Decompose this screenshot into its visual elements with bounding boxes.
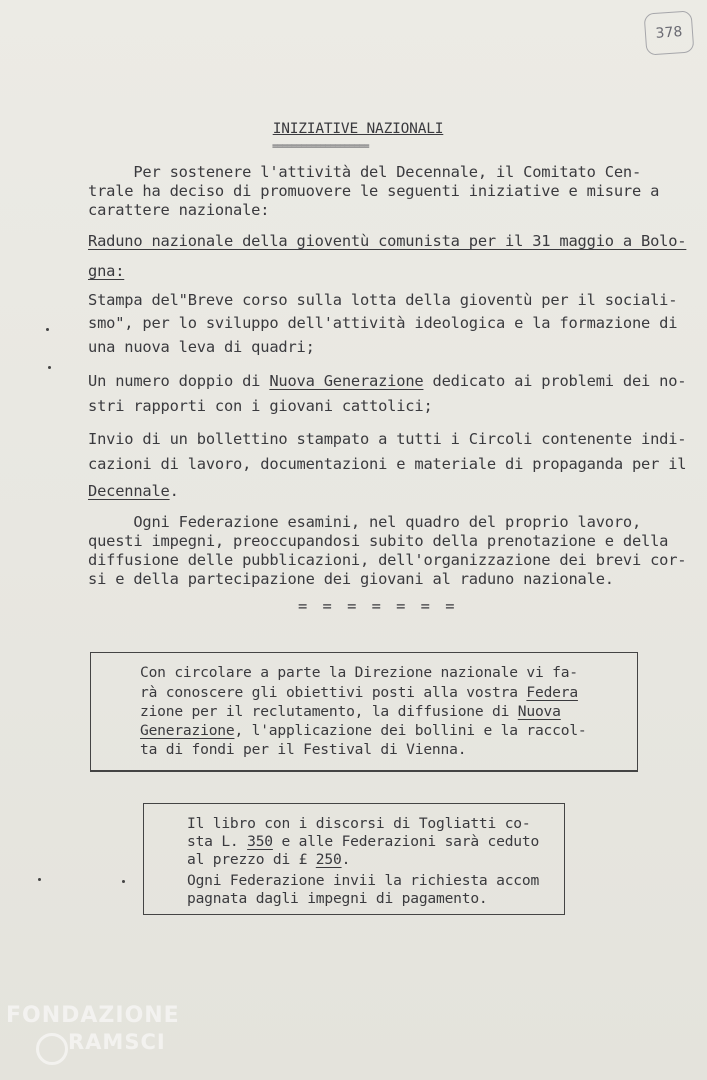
item-invio-line-3: Decennale. (88, 482, 179, 500)
box1-line-1: Con circolare a parte la Direzione nazionale vi fa- (140, 664, 578, 681)
item-numero-line-2: stri rapporti con i giovani cattolici; (88, 397, 433, 415)
item-numero-line-1: Un numero doppio di Nuova Generazione dedicato ai problemi dei no- (88, 372, 687, 390)
fondazione-gramsci-watermark: FONDAZIONE RAMSCI (6, 1003, 180, 1029)
closing-line-4: si e della partecipazione dei giovani al raduno nazionale. (88, 570, 614, 588)
federa-underlined: Federa (526, 684, 578, 701)
box2-line-1: Il libro con i discorsi di Togliatti co- (187, 815, 531, 832)
intro-line-1: Per sostenere l'attività del Decennale, il Comitato Cen- (88, 163, 642, 181)
item-stampa-line-1: Stampa del"Breve corso sulla lotta della gioventù per il sociali- (88, 291, 678, 309)
item-invio-line-1: Invio di un bollettino stampato a tutti i Circoli contenente indi- (88, 430, 687, 448)
closing-line-1: Ogni Federazione esamini, nel quadro del proprio lavoro, (88, 513, 642, 531)
margin-mark (46, 328, 49, 331)
intro-line-2: trale ha deciso di promuovere le seguenti iniziative e misure a (88, 182, 660, 200)
box1-line-4: Generazione, l'applicazione dei bollini e la raccol- (140, 722, 587, 739)
item-stampa-line-2: smo", per lo sviluppo dell'attività ideologica e la formazione di (88, 314, 678, 332)
section-separator: = = = = = = = (298, 597, 458, 615)
box2-line-2: sta L. 350 e alle Federazioni sarà ceduto (187, 833, 540, 850)
closing-line-3: diffusione delle pubblicazioni, dell'organizzazione dei brevi cor- (88, 551, 687, 569)
item-stampa-line-3: una nuova leva di quadri; (88, 338, 315, 356)
box2-line-5: pagnata dagli impegni di pagamento. (187, 890, 488, 907)
box1-line-2: rà conoscere gli obiettivi posti alla vostra Federa (140, 684, 578, 701)
archive-page-stamp: 378 (644, 10, 695, 55)
closing-line-2: questi impegni, preoccupandosi subito della prenotazione e della (88, 532, 669, 550)
decennale-underlined: Decennale (88, 482, 170, 500)
margin-mark (38, 878, 41, 881)
price-250-underlined: 250 (315, 851, 342, 868)
item-raduno-line-2: gna: (88, 262, 125, 280)
price-350-underlined: 350 (247, 833, 273, 850)
margin-mark (122, 880, 125, 883)
generazione-underlined: Generazione (140, 722, 235, 739)
box2-line-3: al prezzo di £ 250. (187, 851, 351, 868)
title-double-underline: ==================== (272, 141, 369, 152)
nuova-underlined: Nuova (517, 703, 561, 720)
box1-line-5: ta di fondi per il Festival di Vienna. (140, 741, 467, 758)
item-invio-line-2: cazioni di lavoro, documentazioni e materiale di propaganda per il (88, 455, 687, 473)
document-title: INIZIATIVE NAZIONALI (272, 121, 444, 137)
box1-line-3: zione per il reclutamento, la diffusione di Nuova (140, 703, 561, 720)
nuova-generazione-underlined: Nuova Generazione (269, 372, 424, 390)
gramsci-g-logo-icon (36, 1033, 68, 1065)
box2-line-4: Ogni Federazione invii la richiesta accom (187, 872, 540, 889)
item-raduno-line-1: Raduno nazionale della gioventù comunista per il 31 maggio a Bolo- (88, 232, 687, 250)
intro-line-3: carattere nazionale: (88, 201, 270, 219)
margin-mark (48, 366, 51, 369)
